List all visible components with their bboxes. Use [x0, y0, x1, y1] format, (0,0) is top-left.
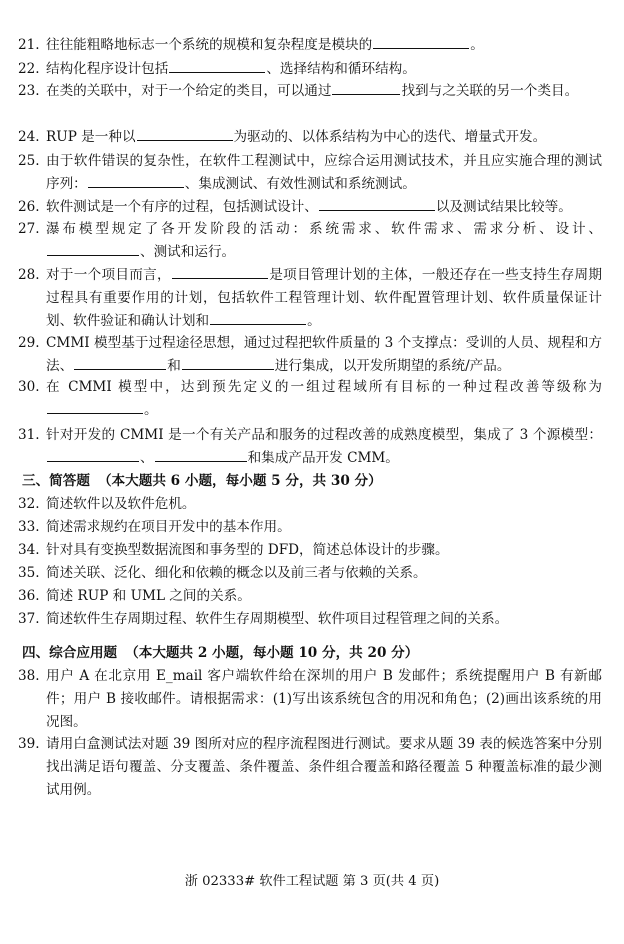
answer-blank[interactable]: [137, 126, 233, 141]
question-text: 、测试和运行。: [140, 244, 236, 260]
question-text: 以及测试结果比较等。: [435, 199, 572, 215]
question-text: 针对具有变换型数据流图和事务型的 DFD，简述总体设计的步骤。: [46, 542, 449, 558]
question-number: 32.: [18, 496, 40, 512]
question-text: 简述 RUP 和 UML 之间的关系。: [46, 588, 251, 604]
question-text: 是项目管理计划的主体，一般还存在一些支持生存周期过程具有重要作用的计划，包括软件工程管理计划、软件配置管理计划、软件质量保证计划、软件验证和确认计划和: [46, 267, 603, 329]
question-text: 和: [167, 358, 181, 374]
question-text: 往往能粗略地标志一个系统的规模和复杂程度是模块的: [46, 37, 373, 53]
question-number: 24.: [18, 129, 40, 145]
question-text: 软件测试是一个有序的过程，包括测试设计、: [46, 199, 318, 215]
question-38: [18, 665, 602, 734]
answer-blank[interactable]: [47, 447, 139, 462]
question-text: 为驱动的、以体系结构为中心的迭代、增量式开发。: [233, 129, 547, 145]
answer-blank[interactable]: [182, 355, 274, 370]
question-text: 对于一个项目而言，: [46, 267, 171, 283]
question-text: RUP 是一种以: [46, 129, 136, 145]
section-note: （本大题共 6 小题，每小题 5 分，共 30 分）: [97, 473, 382, 489]
question-number: 22.: [18, 61, 40, 77]
question-text: 。: [307, 313, 321, 329]
question-text: 在类的关联中，对于一个给定的类目，可以通过: [46, 83, 332, 99]
answer-blank[interactable]: [74, 355, 166, 370]
question-number: 39.: [18, 736, 40, 752]
question-number: 25.: [18, 153, 40, 169]
question-text: 。: [470, 37, 484, 53]
question-number: 33.: [18, 519, 40, 535]
question-number: 31.: [18, 427, 40, 443]
question-24: [18, 126, 602, 149]
answer-blank[interactable]: [155, 447, 247, 462]
question-30: [18, 376, 602, 422]
question-number: 37.: [18, 611, 40, 627]
question-number: 30.: [18, 379, 40, 395]
question-number: 23.: [18, 83, 40, 99]
question-23: [18, 80, 602, 103]
question-text: 针对开发的 CMMI 是一个有关产品和服务的过程改善的成熟度模型，集成了 3 个源模型：: [46, 427, 602, 443]
question-text: 找到与之关联的另一个类目。: [401, 83, 579, 99]
question-text: 简述需求规约在项目开发中的基本作用。: [46, 519, 291, 535]
question-text: 请用白盒测试法对题 39 图所对应的程序流程图进行测试。要求从题 39 表的候选答案中分别找出满足语句覆盖、分支覆盖、条件覆盖、条件组合覆盖和路径覆盖 5 种覆盖标准的最少测试用例。: [46, 736, 602, 798]
question-29: [18, 332, 602, 378]
answer-blank[interactable]: [319, 196, 435, 211]
section-heading-application: [22, 642, 418, 664]
question-27: [18, 218, 602, 264]
question-text: 简述软件生存周期过程、软件生存周期模型、软件项目过程管理之间的关系。: [46, 611, 509, 627]
page-footer: 浙 02333# 软件工程试题 第 3 页(共 4 页): [184, 874, 440, 889]
question-text: 简述关联、泛化、细化和依赖的概念以及前三者与依赖的关系。: [46, 565, 427, 581]
question-text: 在 CMMI 模型中，达到预先定义的一组过程域所有目标的一种过程改善等级称为: [46, 379, 602, 395]
question-text: 、: [140, 450, 154, 466]
question-text: 瀑布模型规定了各开发阶段的活动：系统需求、软件需求、需求分析、设计、: [46, 221, 602, 237]
answer-blank[interactable]: [210, 310, 306, 325]
question-32: [18, 493, 602, 516]
question-number: 34.: [18, 542, 40, 558]
question-number: 29.: [18, 335, 40, 351]
question-text: 和集成产品开发 CMM。: [247, 450, 399, 466]
answer-blank[interactable]: [172, 264, 268, 279]
question-34: [18, 539, 602, 562]
question-number: 27.: [18, 221, 40, 237]
answer-blank[interactable]: [332, 80, 400, 95]
answer-blank[interactable]: [88, 173, 184, 188]
answer-blank[interactable]: [373, 34, 469, 49]
section-note: （本大题共 2 小题，每小题 10 分，共 20 分）: [125, 645, 419, 661]
question-21: [18, 34, 602, 57]
question-text: 、集成测试、有效性测试和系统测试。: [184, 176, 416, 192]
answer-blank[interactable]: [169, 58, 265, 73]
question-number: 36.: [18, 588, 40, 604]
question-39: [18, 733, 602, 802]
section-title: 四、综合应用题: [22, 645, 118, 661]
question-text: 结构化程序设计包括: [46, 61, 169, 77]
question-37: [18, 608, 602, 631]
answer-blank[interactable]: [47, 399, 143, 414]
section-heading-short-answer: [22, 470, 382, 492]
question-31: [18, 424, 602, 470]
question-36: [18, 585, 602, 608]
question-number: 28.: [18, 267, 40, 283]
question-text: 、选择结构和循环结构。: [266, 61, 416, 77]
question-26: [18, 196, 602, 219]
question-number: 21.: [18, 37, 40, 53]
question-text: 进行集成，以开发所期望的系统/产品。: [274, 358, 511, 374]
question-28: [18, 264, 602, 333]
question-number: 38.: [18, 668, 40, 684]
question-33: [18, 516, 602, 539]
question-text: 由于软件错误的复杂性，在软件工程测试中，应综合运用测试技术，并且应实施合理的测试序列：: [46, 153, 602, 192]
answer-blank[interactable]: [47, 241, 139, 256]
question-number: 35.: [18, 565, 40, 581]
section-title: 三、简答题: [22, 473, 90, 489]
question-text: 简述软件以及软件危机。: [46, 496, 196, 512]
question-35: [18, 562, 602, 585]
question-22: [18, 58, 602, 81]
question-25: [18, 150, 602, 196]
question-text: CMMI 模型基于过程途径思想，通过过程把软件质量的 3 个支撑点：受训的人员、规程和方法、: [46, 335, 602, 374]
question-text: 。: [144, 402, 158, 418]
question-number: 26.: [18, 199, 40, 215]
question-text: 用户 A 在北京用 E_mail 客户端软件给在深圳的用户 B 发邮件；系统提醒用户 B 有新邮件；用户 B 接收邮件。请根据需求：(1)写出该系统包含的用况和角色；(2)画出该系统的用况图。: [46, 668, 602, 730]
